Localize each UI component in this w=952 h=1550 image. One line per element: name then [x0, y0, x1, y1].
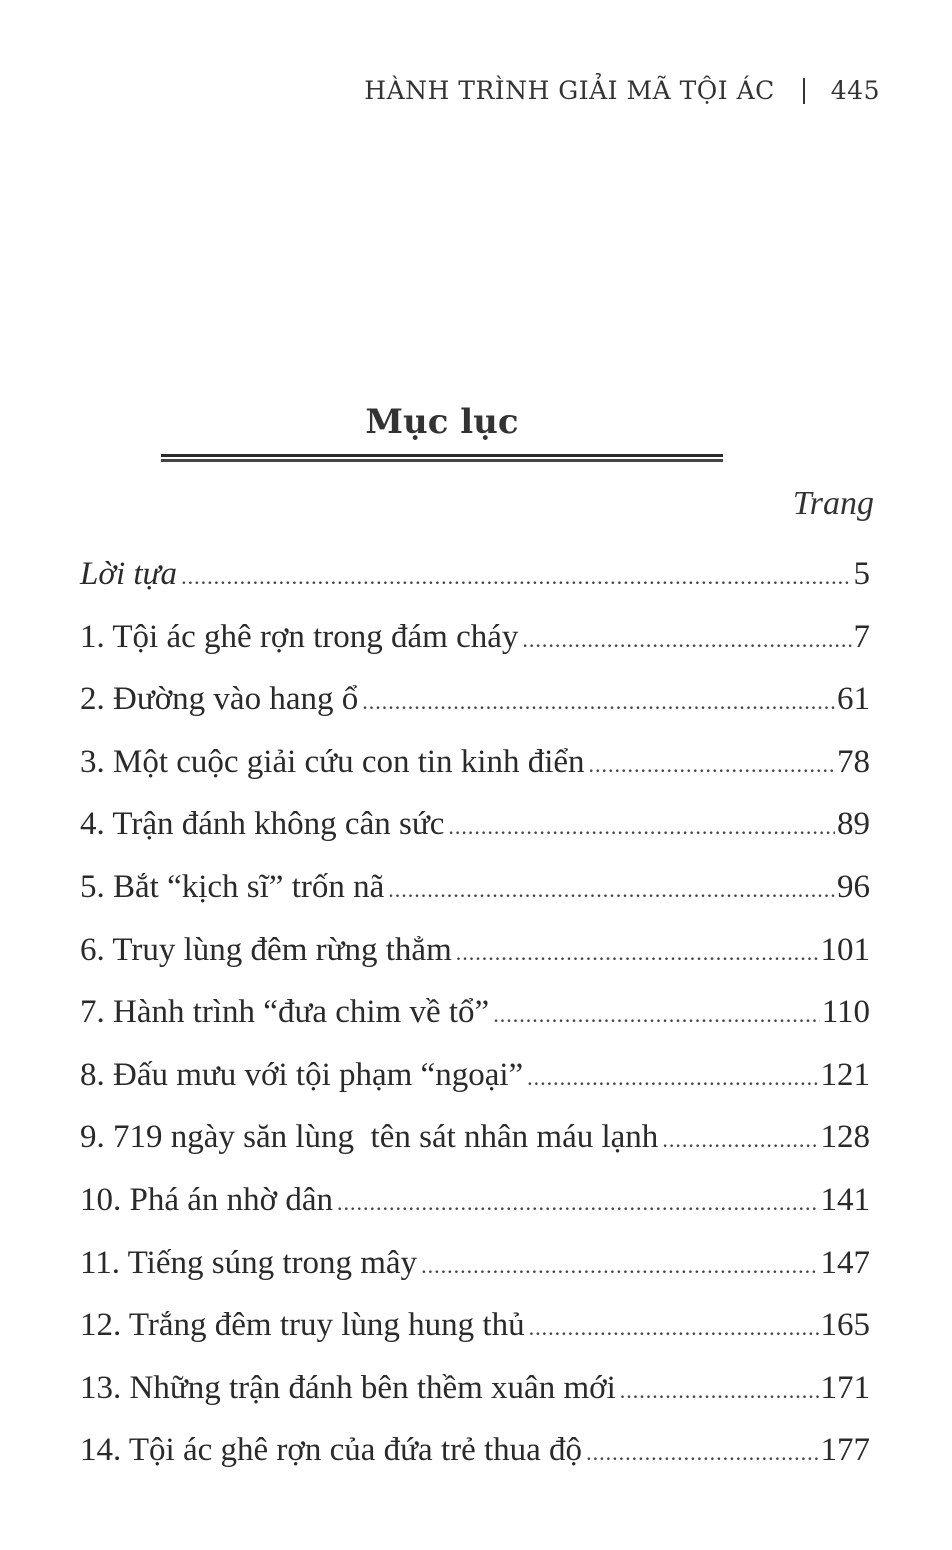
toc-entry-page: 5 [853, 556, 870, 592]
dot-leader [181, 546, 851, 609]
toc-entry-page: 89 [837, 806, 870, 843]
dot-leader [362, 671, 835, 734]
toc-entry [80, 1419, 870, 1482]
toc-entry-title: 2. Đường vào hang ổ [80, 681, 359, 718]
page-number: 445 [830, 76, 880, 105]
toc-entry-title: 13. Những trận đánh bên thềm xuân mới [80, 1369, 616, 1406]
toc-entry [80, 1169, 870, 1232]
page-title: Mục lục [365, 402, 519, 442]
toc-entry-title: 5. Bắt “kịch sĩ” trốn nã [80, 868, 385, 905]
toc-entry-title: 7. Hành trình “đưa chim về tổ” [80, 994, 490, 1031]
dot-leader [493, 984, 820, 1047]
dot-leader [456, 922, 819, 985]
header-separator [803, 78, 805, 104]
toc-entry-title: Lời tựa [80, 556, 178, 592]
toc-entry [80, 606, 870, 669]
toc-entry-page: 78 [837, 743, 870, 780]
toc-entry-page: 121 [820, 1056, 870, 1093]
running-head [364, 76, 880, 105]
toc-entry-page: 61 [837, 681, 870, 718]
toc-entry-title: 8. Đấu mưu với tội phạm “ngoại” [80, 1056, 524, 1093]
toc-entry [80, 1294, 870, 1357]
dot-leader [527, 1047, 818, 1110]
table-of-contents [80, 543, 870, 1482]
toc-entry-page: 171 [820, 1369, 870, 1406]
toc-entry [80, 919, 870, 982]
toc-entry [80, 1044, 870, 1107]
dot-leader [388, 859, 835, 922]
toc-entry-title: 11. Tiếng súng trong mây [80, 1244, 418, 1281]
toc-entry [80, 1232, 870, 1295]
toc-entry-page: 177 [820, 1432, 870, 1469]
toc-entry-title: 6. Truy lùng đêm rừng thẳm [80, 931, 452, 968]
toc-entry-title: 1. Tội ác ghê rợn trong đám cháy [80, 618, 519, 655]
toc-entry-title: 9. 719 ngày săn lùng tên sát nhân máu lạnh [80, 1119, 659, 1156]
title-double-rule [161, 454, 723, 462]
toc-entry [80, 793, 870, 856]
dot-leader [620, 1360, 819, 1423]
toc-entry-title: 3. Một cuộc giải cứu con tin kinh điển [80, 743, 585, 780]
dot-leader [522, 609, 851, 672]
toc-entry-page: 7 [853, 618, 870, 655]
toc-entry-title: 4. Trận đánh không cân sức [80, 806, 445, 843]
dot-leader [448, 796, 835, 859]
dot-leader [529, 1297, 819, 1360]
toc-entry-page: 128 [820, 1119, 870, 1156]
toc-entry-title: 12. Trắng đêm truy lùng hung thủ [80, 1307, 525, 1344]
toc-entry [80, 1106, 870, 1169]
dot-leader [337, 1172, 819, 1235]
toc-entry-page: 141 [820, 1181, 870, 1218]
toc-entry [80, 731, 870, 794]
toc-entry-page: 165 [820, 1307, 870, 1344]
dot-leader [421, 1235, 818, 1298]
toc-entry-page: 147 [820, 1244, 870, 1281]
dot-leader [662, 1109, 818, 1172]
toc-entry [80, 981, 870, 1044]
toc-entry-page: 101 [820, 931, 870, 968]
rule-line-bottom [161, 459, 723, 462]
page-column-label: Trang [792, 485, 874, 522]
book-title: HÀNH TRÌNH GIẢI MÃ TỘI ÁC [364, 76, 775, 105]
toc-entry [80, 668, 870, 731]
dot-leader [586, 1422, 818, 1485]
toc-entry-title: 14. Tội ác ghê rợn của đứa trẻ thua độ [80, 1432, 583, 1469]
toc-entry-title: 10. Phá án nhờ dân [80, 1181, 333, 1218]
dot-leader [589, 734, 835, 797]
toc-entry-page: 96 [837, 868, 870, 905]
toc-entry [80, 543, 870, 606]
toc-entry [80, 856, 870, 919]
toc-entry [80, 1357, 870, 1420]
toc-entry-page: 110 [821, 994, 870, 1031]
